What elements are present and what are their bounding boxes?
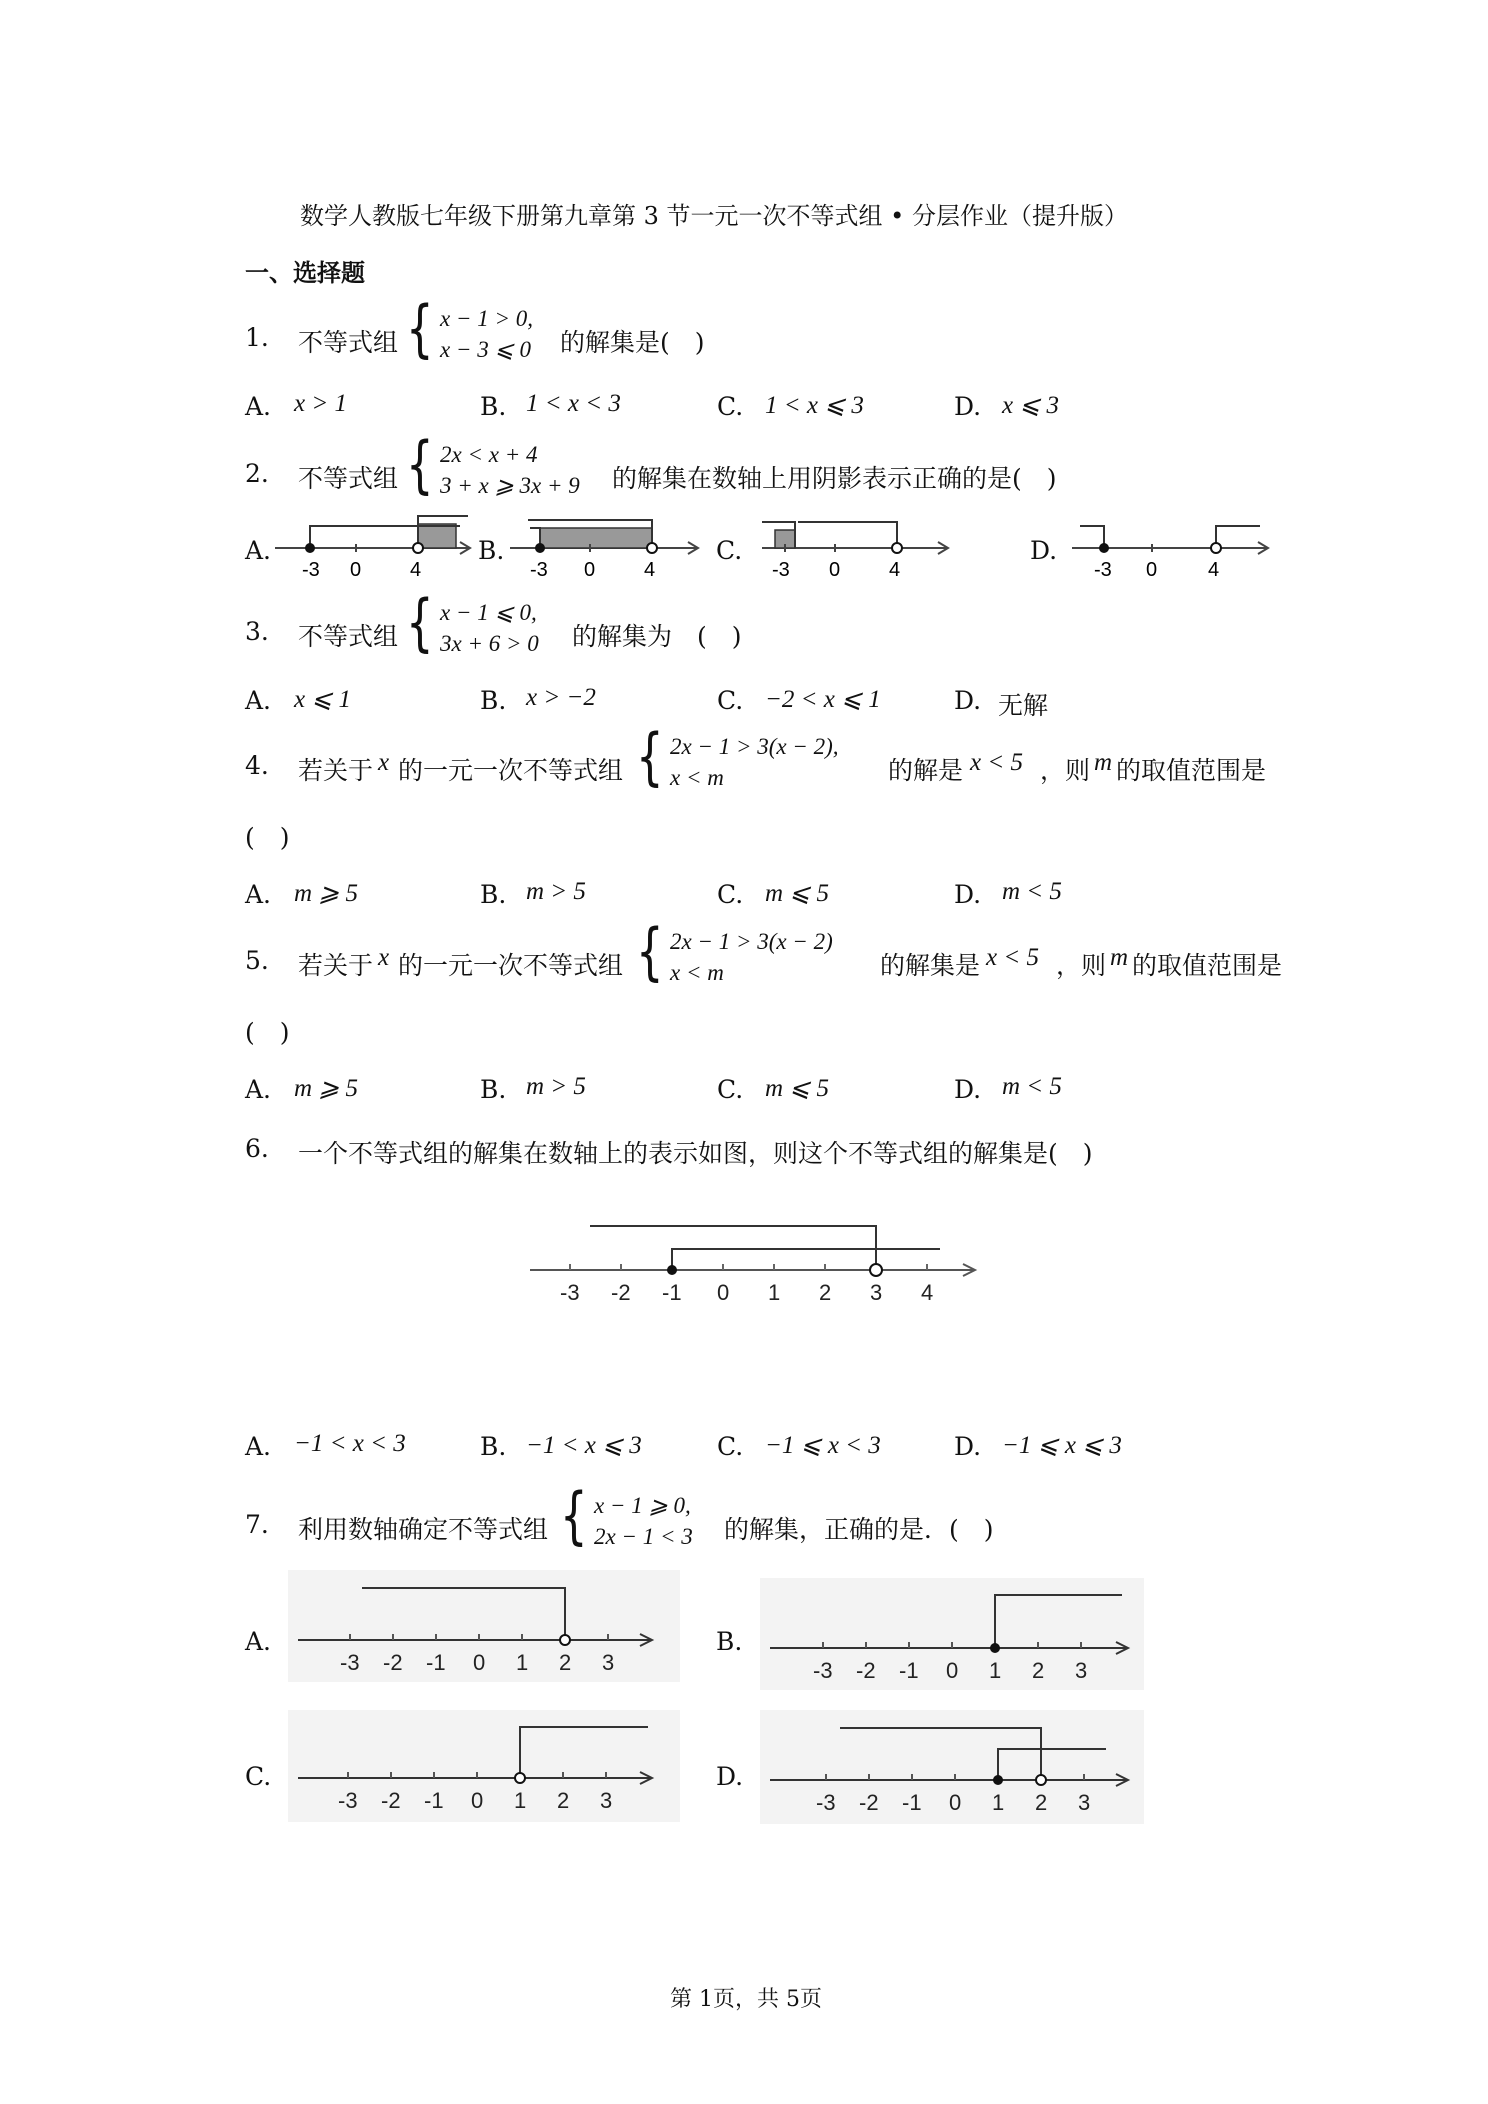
- tick-label: 1: [989, 1658, 1002, 1683]
- option-text[interactable]: m ⩾ 5: [294, 880, 359, 907]
- tick-label: -1: [426, 1650, 446, 1675]
- tick-label: 3: [602, 1650, 615, 1675]
- answer-paren: ( ): [245, 823, 290, 852]
- question-text: 的解集在数轴上用阴影表示正确的是( ): [612, 464, 1057, 493]
- option-text[interactable]: x > −2: [526, 684, 596, 711]
- tick-label: 3: [1078, 1790, 1091, 1815]
- option-label: A.: [245, 686, 272, 715]
- option-text[interactable]: x ⩽ 1: [294, 686, 352, 713]
- number-line-b[interactable]: [510, 520, 698, 581]
- system-line-2: 2x − 1 < 3: [594, 1524, 693, 1549]
- system-line-1: 2x − 1 > 3(x − 2): [670, 929, 833, 954]
- tick-label: 4: [410, 559, 422, 581]
- tick-label: -1: [899, 1658, 919, 1683]
- tick-label: 1: [992, 1790, 1005, 1815]
- question-number: 6.: [245, 1134, 269, 1163]
- question-text: ，则: [1056, 951, 1107, 980]
- tick-label: 4: [644, 559, 656, 581]
- question-number: 4.: [245, 751, 269, 780]
- system-line-2: 3 + x ⩾ 3x + 9: [440, 473, 580, 498]
- condition: x < 5: [970, 749, 1023, 776]
- option-label: A.: [245, 392, 272, 421]
- tick-label: 2: [819, 1280, 832, 1305]
- option-label: A.: [245, 536, 272, 565]
- option-label: B.: [480, 392, 507, 421]
- brace-icon: {: [406, 428, 434, 501]
- question-text: 的取值范围是: [1116, 756, 1267, 785]
- tick-label: -2: [381, 1788, 401, 1813]
- option-label: D.: [954, 1075, 982, 1104]
- tick-label: 0: [829, 559, 841, 581]
- q6-number-line: [520, 1215, 980, 1305]
- option-text[interactable]: −1 < x ⩽ 3: [526, 1432, 642, 1459]
- system-line-1: 2x − 1 > 3(x − 2),: [670, 734, 839, 759]
- question-text: 不等式组: [298, 328, 399, 357]
- option-label: C.: [717, 686, 744, 715]
- tick-label: -3: [813, 1658, 833, 1683]
- question-number: 1.: [245, 323, 269, 352]
- option-label: A.: [245, 1432, 272, 1461]
- option-label: B.: [480, 1075, 507, 1104]
- brace-icon: {: [406, 586, 434, 659]
- condition: x < 5: [986, 944, 1039, 971]
- tick-label: -2: [856, 1658, 876, 1683]
- question-text: ，则: [1040, 756, 1091, 785]
- brace-icon: {: [636, 720, 664, 793]
- tick-label: -3: [338, 1788, 358, 1813]
- option-label: D.: [954, 392, 982, 421]
- question-text: 一个不等式组的解集在数轴上的表示如图，则这个不等式组的解集是( ): [298, 1139, 1093, 1168]
- tick-label: 3: [600, 1788, 613, 1813]
- option-text[interactable]: m < 5: [1002, 878, 1062, 905]
- brace-icon: {: [560, 1479, 588, 1552]
- option-label: C.: [717, 880, 744, 909]
- number-line-b[interactable]: [760, 1578, 1144, 1690]
- option-label: C.: [716, 536, 743, 565]
- number-line-a[interactable]: [275, 516, 470, 581]
- tick-label: 0: [946, 1658, 959, 1683]
- number-line-c[interactable]: [762, 522, 948, 581]
- tick-label: -1: [662, 1280, 682, 1305]
- question-text: 的一元一次不等式组: [398, 756, 624, 785]
- variable: m: [1094, 749, 1113, 776]
- option-label: A.: [245, 880, 272, 909]
- option-label: A.: [245, 1627, 272, 1656]
- option-text[interactable]: 1 < x ⩽ 3: [765, 392, 864, 419]
- question-text: 不等式组: [298, 622, 399, 651]
- tick-label: 2: [557, 1788, 570, 1813]
- tick-label: -2: [611, 1280, 631, 1305]
- option-text[interactable]: −1 < x < 3: [294, 1430, 406, 1457]
- system-line-1: x − 1 ⩾ 0,: [594, 1493, 691, 1518]
- tick-label: 2: [559, 1650, 572, 1675]
- option-label: B.: [716, 1627, 743, 1656]
- option-text[interactable]: −1 ⩽ x ⩽ 3: [1002, 1432, 1122, 1459]
- option-text[interactable]: −2 < x ⩽ 1: [765, 686, 881, 713]
- system-line-1: x − 1 ⩽ 0,: [440, 600, 537, 625]
- page-title: 数学人教版七年级下册第九章第 3 节一元一次不等式组 • 分层作业（提升版）: [300, 202, 1128, 230]
- option-text[interactable]: m ⩽ 5: [765, 1075, 830, 1102]
- question-text: 若关于: [298, 756, 374, 785]
- tick-label: -3: [816, 1790, 836, 1815]
- option-label: C.: [717, 1075, 744, 1104]
- tick-label: -3: [560, 1280, 580, 1305]
- option-label: B.: [480, 880, 507, 909]
- variable: m: [1110, 944, 1129, 971]
- question-text: 的解是: [888, 756, 964, 785]
- question-text: 的一元一次不等式组: [398, 951, 624, 980]
- number-line-c[interactable]: [288, 1710, 680, 1822]
- option-text[interactable]: 1 < x < 3: [526, 390, 621, 417]
- option-label: D.: [954, 880, 982, 909]
- tick-label: -3: [1094, 559, 1112, 581]
- tick-label: -3: [340, 1650, 360, 1675]
- number-line-d[interactable]: [1072, 526, 1268, 581]
- tick-label: 3: [1075, 1658, 1088, 1683]
- tick-label: 0: [350, 559, 362, 581]
- question-text: 利用数轴确定不等式组: [298, 1515, 549, 1544]
- option-text[interactable]: x ⩽ 3: [1002, 392, 1060, 419]
- tick-label: -3: [530, 559, 548, 581]
- option-text[interactable]: 无解: [998, 691, 1049, 720]
- brace-icon: {: [406, 292, 434, 365]
- system-line-2: x < m: [670, 765, 724, 790]
- tick-label: -3: [302, 559, 320, 581]
- system-line-2: x − 3 ⩽ 0: [440, 337, 532, 362]
- tick-label: 0: [584, 559, 596, 581]
- option-label: B.: [480, 1432, 507, 1461]
- option-label: A.: [245, 1075, 272, 1104]
- option-label: D.: [954, 686, 982, 715]
- option-label: D.: [1030, 536, 1058, 565]
- tick-label: 2: [1032, 1658, 1045, 1683]
- option-label: C.: [717, 392, 744, 421]
- option-label: D.: [716, 1762, 744, 1791]
- tick-label: -1: [902, 1790, 922, 1815]
- number-line-a[interactable]: [288, 1570, 680, 1682]
- tick-label: 0: [473, 1650, 486, 1675]
- system-line-1: x − 1 > 0,: [440, 306, 533, 331]
- question-number: 7.: [245, 1510, 269, 1539]
- tick-label: 1: [768, 1280, 781, 1305]
- option-text[interactable]: m > 5: [526, 878, 586, 905]
- question-number: 2.: [245, 459, 269, 488]
- option-label: B.: [480, 686, 507, 715]
- tick-label: -2: [859, 1790, 879, 1815]
- tick-label: 0: [717, 1280, 730, 1305]
- system-line-2: x < m: [670, 960, 724, 985]
- question-number: 5.: [245, 946, 269, 975]
- question-text: 的解集，正确的是．( ): [724, 1515, 994, 1544]
- answer-paren: ( ): [245, 1018, 290, 1047]
- question-text: 若关于: [298, 951, 374, 980]
- option-label: C.: [245, 1762, 272, 1791]
- option-text[interactable]: m < 5: [1002, 1073, 1062, 1100]
- tick-label: 4: [889, 559, 901, 581]
- option-text[interactable]: m ⩽ 5: [765, 880, 830, 907]
- option-text[interactable]: m > 5: [526, 1073, 586, 1100]
- tick-label: 4: [921, 1280, 934, 1305]
- tick-label: 0: [949, 1790, 962, 1815]
- option-label: C.: [717, 1432, 744, 1461]
- option-text[interactable]: x > 1: [294, 390, 347, 417]
- question-text: 的解集是( ): [560, 328, 705, 357]
- page-footer: 第 1页，共 5页: [670, 1987, 822, 2012]
- tick-label: 0: [1146, 559, 1158, 581]
- question-text: 的解集为 ( ): [572, 622, 742, 651]
- q2-number-lines: [0, 0, 1488, 600]
- number-line-d[interactable]: [760, 1710, 1144, 1824]
- question-text: 不等式组: [298, 464, 399, 493]
- tick-label: 2: [1035, 1790, 1048, 1815]
- system-line-1: 2x < x + 4: [440, 442, 538, 467]
- variable: x: [378, 944, 390, 971]
- question-text: 的取值范围是: [1132, 951, 1283, 980]
- section-heading: 一、选择题: [245, 258, 365, 287]
- tick-label: 3: [870, 1280, 883, 1305]
- tick-label: 4: [1208, 559, 1220, 581]
- variable: x: [378, 749, 390, 776]
- tick-label: -2: [383, 1650, 403, 1675]
- option-text[interactable]: m ⩾ 5: [294, 1075, 359, 1102]
- option-text[interactable]: −1 ⩽ x < 3: [765, 1432, 881, 1459]
- tick-label: 1: [516, 1650, 529, 1675]
- tick-label: 0: [471, 1788, 484, 1813]
- tick-label: 1: [514, 1788, 527, 1813]
- option-label: D.: [954, 1432, 982, 1461]
- option-label: B.: [478, 536, 505, 565]
- tick-label: -3: [772, 559, 790, 581]
- system-line-2: 3x + 6 > 0: [440, 631, 539, 656]
- q7-number-lines: [0, 1560, 1488, 1850]
- question-text: 的解集是: [880, 951, 981, 980]
- question-number: 3.: [245, 617, 269, 646]
- brace-icon: {: [636, 915, 664, 988]
- tick-label: -1: [424, 1788, 444, 1813]
